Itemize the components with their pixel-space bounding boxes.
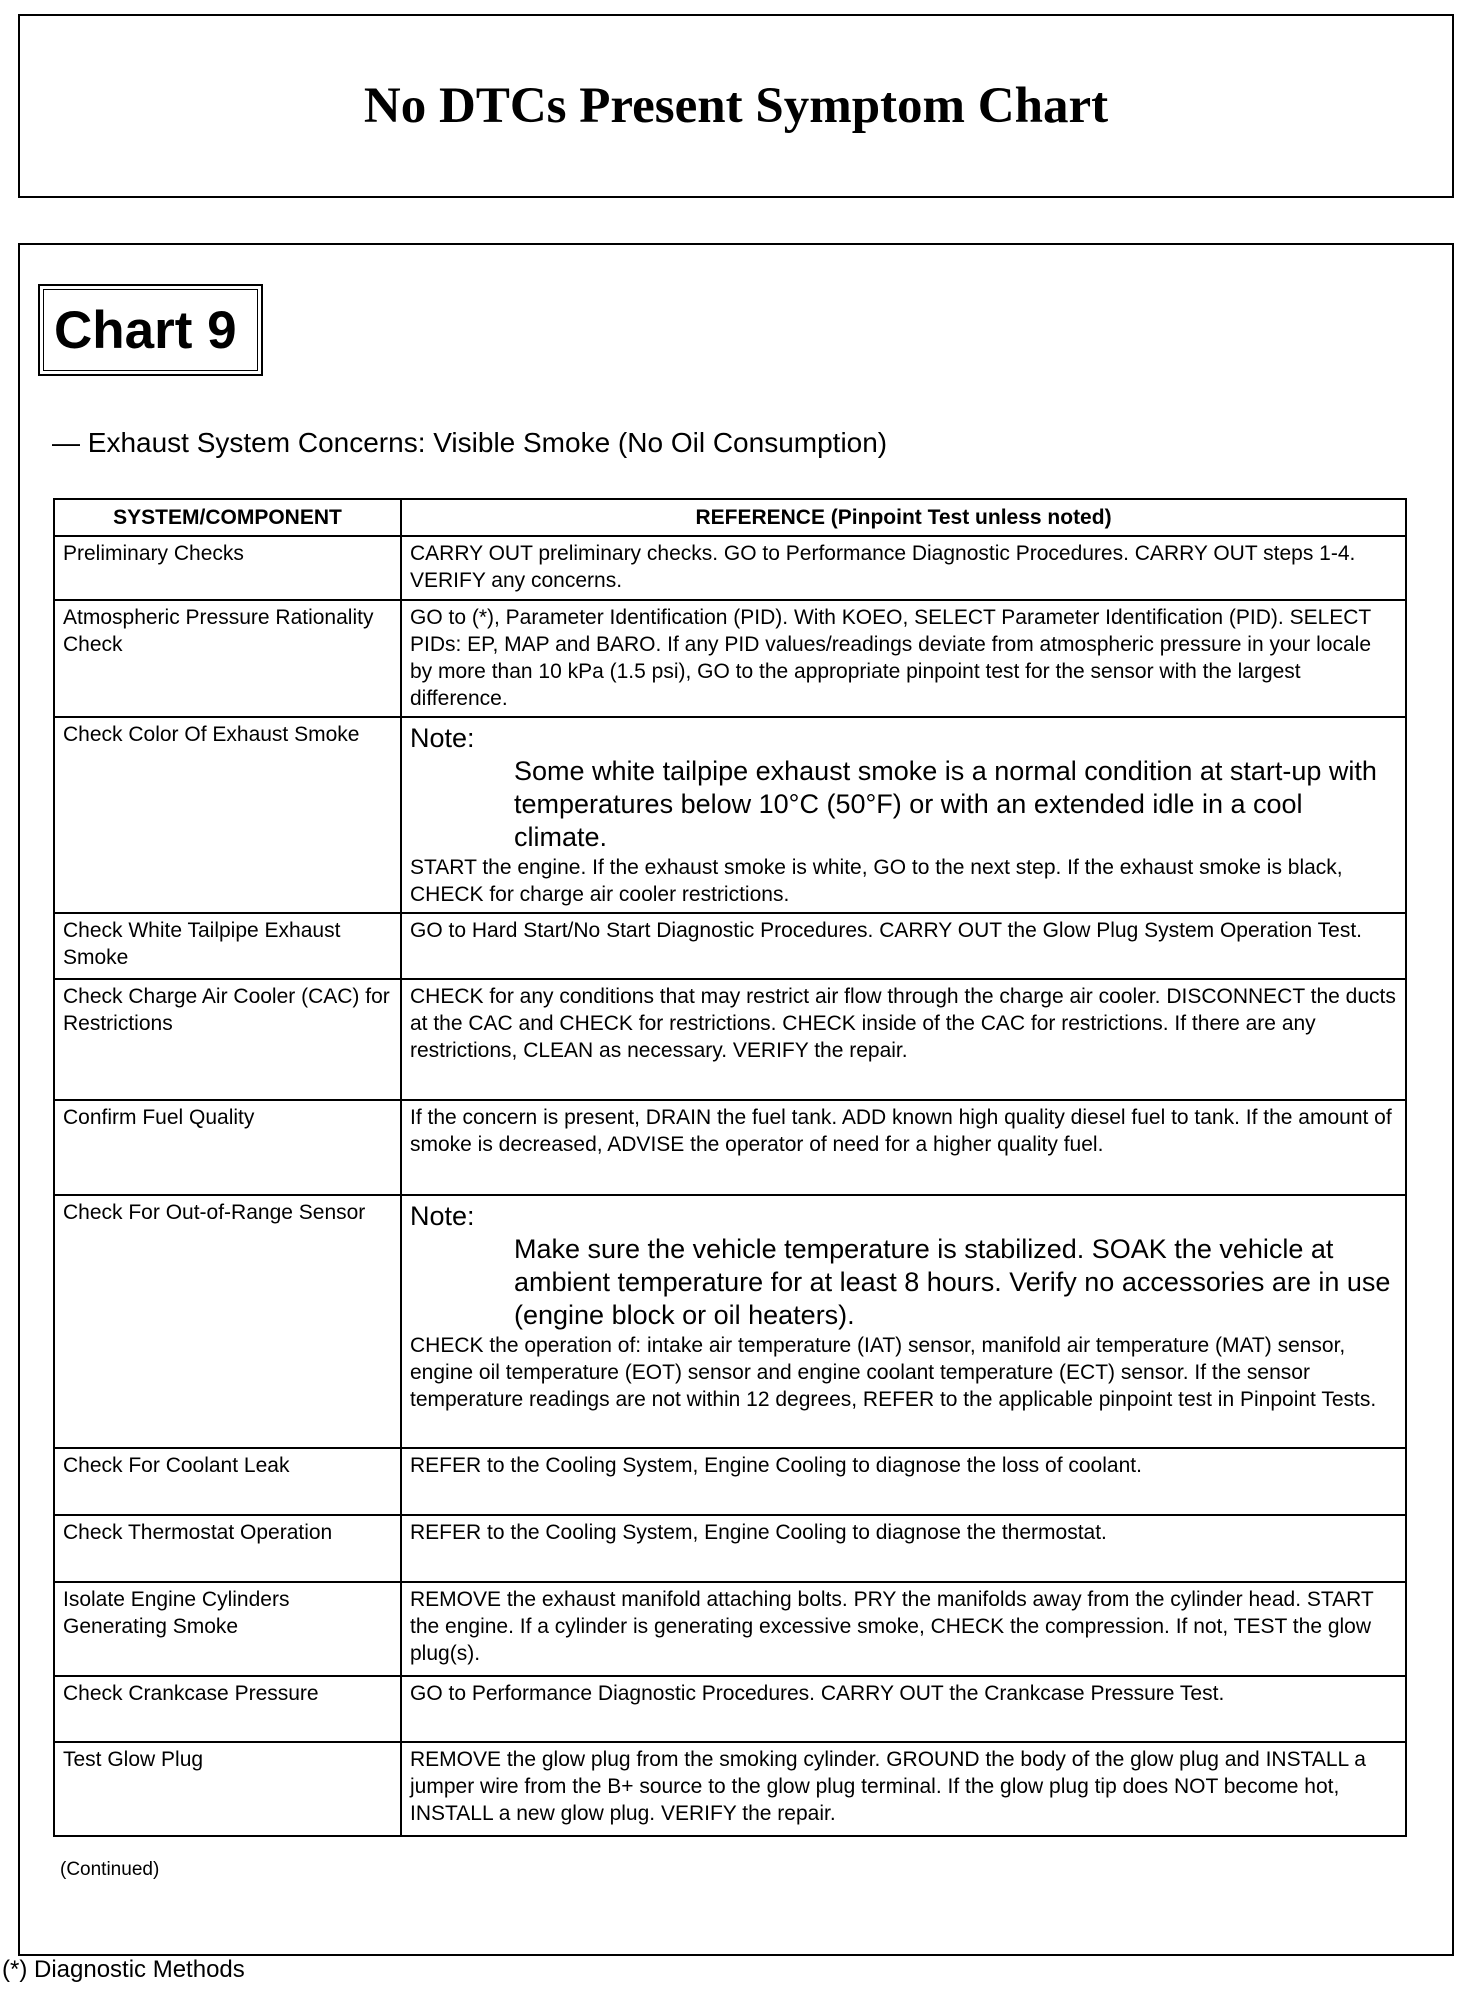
table-row [54, 600, 1406, 717]
note-text: Make sure the vehicle temperature is stabilized. SOAK the vehicle at ambient temperature for at least 8 hours. Verify no accessories are in use (engine block or oil heaters). [514, 1234, 1391, 1330]
chart-panel [18, 243, 1454, 1956]
table-row [54, 536, 1406, 600]
table-row [54, 1742, 1406, 1836]
reference-text: START the engine. If the exhaust smoke is white, GO to the next step. If the exhaust smoke is black, CHECK for charge air cooler restrictions. [410, 856, 1343, 906]
table-row [54, 913, 1406, 979]
reference-cell: If the concern is present, DRAIN the fuel tank. ADD known high quality diesel fuel to tank. If the amount of smoke is decreased, ADVISE the operator of need for a higher quality fuel. [401, 1100, 1406, 1195]
reference-cell: GO to Hard Start/No Start Diagnostic Procedures. CARRY OUT the Glow Plug System Operation Test. [401, 913, 1406, 979]
note-label: Note: [410, 723, 475, 753]
reference-cell: GO to (*), Parameter Identification (PID). With KOEO, SELECT Parameter Identification (PID). SELECT PIDs: EP, MAP and BARO. If any PID values/readings deviate from atmospheric pressure in your locale by more than 10 kPa (1.5 psi), GO to the appropriate pinpoint test for the sensor with the largest difference. [401, 600, 1406, 717]
component-cell: Check For Out-of-Range Sensor [54, 1195, 401, 1448]
component-cell: Check White Tailpipe Exhaust Smoke [54, 913, 401, 979]
title-box [18, 14, 1454, 198]
component-cell: Preliminary Checks [54, 536, 401, 600]
table-row [54, 1100, 1406, 1195]
chart-label-box [38, 284, 263, 376]
reference-cell: REMOVE the exhaust manifold attaching bolts. PRY the manifolds away from the cylinder head. START the engine. If a cylinder is generating excessive smoke, CHECK the compression. If not, TEST the glow plug(s). [401, 1582, 1406, 1676]
component-cell: Check Crankcase Pressure [54, 1676, 401, 1742]
reference-cell [401, 1195, 1406, 1448]
reference-cell: GO to Performance Diagnostic Procedures. CARRY OUT the Crankcase Pressure Test. [401, 1676, 1406, 1742]
table-row [54, 717, 1406, 913]
table-row [54, 1448, 1406, 1515]
page-title: No DTCs Present Symptom Chart [363, 78, 1109, 134]
reference-cell [401, 717, 1406, 913]
table-row [54, 1195, 1406, 1448]
note-label: Note: [410, 1201, 475, 1231]
component-cell: Check Color Of Exhaust Smoke [54, 717, 401, 913]
component-cell: Check For Coolant Leak [54, 1448, 401, 1515]
reference-cell: REFER to the Cooling System, Engine Cooling to diagnose the thermostat. [401, 1515, 1406, 1582]
column-header-reference: REFERENCE (Pinpoint Test unless noted) [401, 499, 1406, 536]
column-header-component: SYSTEM/COMPONENT [54, 499, 401, 536]
note-text: Some white tailpipe exhaust smoke is a normal condition at start-up with temperatures below 10°C (50°F) or with an extended idle in a cool climate. [514, 756, 1377, 852]
chart-subtitle: — Exhaust System Concerns: Visible Smoke (No Oil Consumption) [52, 427, 888, 458]
continued-label: (Continued) [60, 1859, 160, 1880]
component-cell: Atmospheric Pressure Rationality Check [54, 600, 401, 717]
component-cell: Confirm Fuel Quality [54, 1100, 401, 1195]
table-row [54, 1582, 1406, 1676]
chart-label: Chart 9 [43, 289, 258, 371]
reference-cell: CARRY OUT preliminary checks. GO to Performance Diagnostic Procedures. CARRY OUT steps 1-4. VERIFY any concerns. [401, 536, 1406, 600]
reference-text: CHECK the operation of: intake air temperature (IAT) sensor, manifold air temperature (MAT) sensor, engine oil temperature (EOT) sensor and engine coolant temperature (ECT) sensor. If the sensor temperature readings are not within 12 degrees, REFER to the applicable pinpoint test in Pinpoint Tests. [410, 1334, 1377, 1411]
reference-cell: CHECK for any conditions that may restrict air flow through the charge air cooler. DISCONNECT the ducts at the CAC and CHECK for restrictions. CHECK inside of the CAC for restrictions. If there are any restrictions, CLEAN as necessary. VERIFY the repair. [401, 979, 1406, 1100]
reference-cell: REFER to the Cooling System, Engine Cooling to diagnose the loss of coolant. [401, 1448, 1406, 1515]
table-header-row [54, 499, 1406, 536]
table-row [54, 979, 1406, 1100]
reference-cell: REMOVE the glow plug from the smoking cylinder. GROUND the body of the glow plug and INSTALL a jumper wire from the B+ source to the glow plug terminal. If the glow plug tip does NOT become hot, INSTALL a new glow plug. VERIFY the repair. [401, 1742, 1406, 1836]
component-cell: Check Thermostat Operation [54, 1515, 401, 1582]
table-row [54, 1515, 1406, 1582]
component-cell: Isolate Engine Cylinders Generating Smoke [54, 1582, 401, 1676]
footnote: (*) Diagnostic Methods [2, 1956, 245, 1983]
table-row [54, 1676, 1406, 1742]
component-cell: Test Glow Plug [54, 1742, 401, 1836]
symptom-table [53, 498, 1407, 1837]
component-cell: Check Charge Air Cooler (CAC) for Restrictions [54, 979, 401, 1100]
